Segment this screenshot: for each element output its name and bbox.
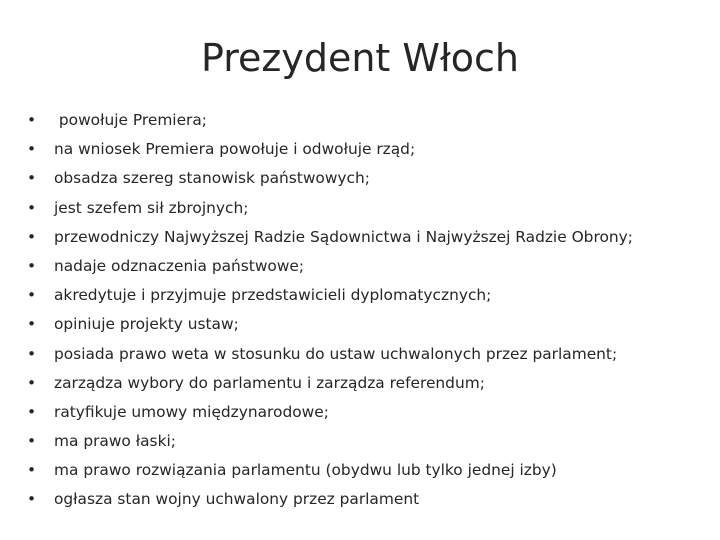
bullet-icon: • <box>27 402 37 421</box>
bullet-icon: • <box>27 344 37 363</box>
list-item <box>27 108 707 137</box>
list-item-text: ratyfikuje umowy międzynarodowe; <box>54 402 329 421</box>
bullet-icon: • <box>27 461 37 480</box>
list-item-text: nadaje odznaczenia państwowe; <box>54 256 305 275</box>
list-item <box>27 312 707 341</box>
list-item <box>27 371 707 400</box>
list-item-text: powołuje Premiera; <box>54 111 207 129</box>
list-item-text: ogłasza stan wojny uchwalony przez parlament <box>54 490 420 509</box>
bullet-icon: • <box>27 227 37 246</box>
list-item-text: zarządza wybory do parlamentu i zarządza referendum; <box>54 373 485 392</box>
list-item <box>27 196 707 225</box>
bullet-icon: • <box>27 111 37 129</box>
list-item <box>27 254 707 283</box>
bullet-icon: • <box>27 315 37 334</box>
bullet-icon: • <box>27 140 37 159</box>
list-item-text: opiniuje projekty ustaw; <box>54 315 239 334</box>
bullet-list <box>27 108 707 517</box>
bullet-icon: • <box>27 432 37 451</box>
list-item-text: przewodniczy Najwyższej Radzie Sądownictwa i Najwyższej Radzie Obrony; <box>54 227 633 246</box>
bullet-icon: • <box>27 286 37 305</box>
list-item-text: jest szefem sił zbrojnych; <box>54 198 249 217</box>
bullet-icon: • <box>27 373 37 392</box>
list-item-text: posiada prawo weta w stosunku do ustaw uchwalonych przez parlament; <box>54 344 618 363</box>
bullet-icon: • <box>27 256 37 275</box>
bullet-icon: • <box>27 198 37 217</box>
bullet-icon: • <box>27 169 37 188</box>
list-item <box>27 342 707 371</box>
list-item-text: ma prawo rozwiązania parlamentu (obydwu lub tylko jednej izby) <box>54 461 557 480</box>
list-item <box>27 166 707 195</box>
list-item <box>27 429 707 458</box>
list-item <box>27 225 707 254</box>
list-item <box>27 283 707 312</box>
bullet-icon: • <box>27 490 37 509</box>
list-item <box>27 137 707 166</box>
list-item <box>27 458 707 487</box>
list-item-text: ma prawo łaski; <box>54 432 176 451</box>
list-item-text: akredytuje i przyjmuje przedstawicieli dyplomatycznych; <box>54 286 492 305</box>
list-item-text: na wniosek Premiera powołuje i odwołuje rząd; <box>54 140 416 159</box>
list-item-text: obsadza szereg stanowisk państwowych; <box>54 169 370 188</box>
slide-title: Prezydent Włoch <box>200 36 519 80</box>
list-item <box>27 487 707 516</box>
list-item <box>27 400 707 429</box>
